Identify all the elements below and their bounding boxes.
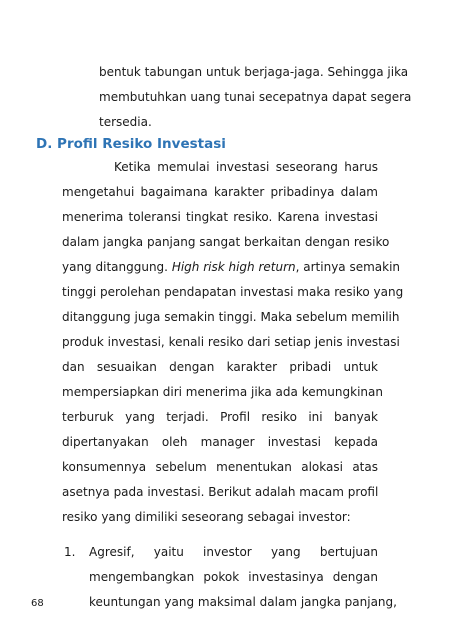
body-line-6: tinggi perolehan pendapatan investasi maka resiko yang — [62, 285, 404, 299]
section-heading — [36, 136, 226, 152]
body-line-13: konsumennya sebelum menentukan alokasi atas — [62, 460, 378, 474]
body-line-5-start: yang ditanggung. — [62, 260, 172, 274]
section-title: Profil Resiko Investasi — [57, 136, 226, 152]
list-item-line-1: Agresif, yaitu investor yang bertujuan — [89, 545, 378, 559]
page-number: 68 — [31, 598, 44, 609]
italic-phrase: High risk high return — [171, 260, 296, 274]
body-line-1: Ketika memulai investasi seseorang harus — [114, 160, 378, 174]
body-line-9: dan sesuaikan dengan karakter pribadi untuk — [62, 360, 378, 374]
body-line-7: ditanggung juga semakin tinggi. Maka sebelum memilih — [62, 310, 400, 324]
section-letter: D. — [36, 136, 53, 152]
top-paragraph-line-2: membutuhkan uang tunai secepatnya dapat segera — [99, 90, 412, 104]
body-line-8: produk investasi, kenali resiko dari setiap jenis investasi — [62, 335, 400, 349]
body-line-2: mengetahui bagaimana karakter pribadinya dalam — [62, 185, 378, 199]
body-line-15: resiko yang dimiliki seseorang sebagai investor: — [62, 510, 351, 524]
body-line-14: asetnya pada investasi. Berikut adalah macam profil — [62, 485, 379, 499]
body-line-4: dalam jangka panjang sangat berkaitan dengan resiko — [62, 235, 390, 249]
list-item-line-3: keuntungan yang maksimal dalam jangka panjang, — [89, 595, 397, 609]
top-paragraph-line-3: tersedia. — [99, 115, 152, 129]
body-line-3: menerima toleransi tingkat resiko. Karena investasi — [62, 210, 378, 224]
body-line-5-end: , artinya semakin — [295, 260, 401, 274]
body-line-10: mempersiapkan diri menerima jika ada kemungkinan — [62, 385, 383, 399]
list-item-line-2: mengembangkan pokok investasinya dengan — [89, 570, 378, 584]
body-line-12: dipertanyakan oleh manager investasi kepada — [62, 435, 378, 449]
list-item-number: 1. — [64, 545, 76, 559]
top-paragraph-line-1: bentuk tabungan untuk berjaga-jaga. Sehingga jika — [99, 65, 409, 79]
body-line-5 — [62, 260, 401, 274]
body-line-11: terburuk yang terjadi. Profil resiko ini banyak — [62, 410, 378, 424]
